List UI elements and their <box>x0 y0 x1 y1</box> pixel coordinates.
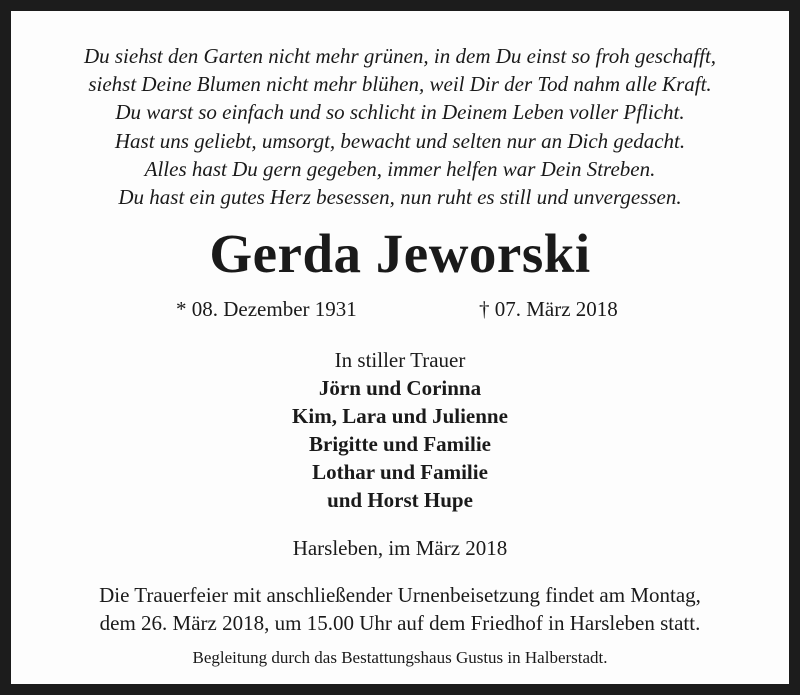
poem-line: siehst Deine Blumen nicht mehr blühen, weil Dir der Tod nahm alle Kraft. <box>88 72 712 97</box>
mourning-intro: In stiller Trauer <box>334 348 466 372</box>
mourner-entry: Jörn und Corinna <box>318 376 482 400</box>
mourner-entry: Lothar und Familie <box>312 460 488 484</box>
poem-line: Hast uns geliebt, umsorgt, bewacht und selten nur an Dich gedacht. <box>114 128 686 153</box>
service-line: Die Trauerfeier mit anschließender Urnenbeisetzung findet am Montag, <box>99 583 701 607</box>
mourners-block <box>11 346 789 514</box>
funeral-home-note: Begleitung durch das Bestattungshaus Gustus in Halberstadt. <box>192 648 608 667</box>
mourner-entry: Brigitte und Familie <box>309 432 491 456</box>
memorial-poem <box>11 42 789 211</box>
poem-line: Du siehst den Garten nicht mehr grünen, in dem Du einst so froh geschafft, <box>83 44 717 68</box>
poem-line: Du hast ein gutes Herz besessen, nun ruht es still und unvergessen. <box>118 185 682 210</box>
deceased-name: Gerda Jeworski <box>209 223 591 284</box>
mourners-list <box>11 374 789 514</box>
service-info <box>11 581 789 637</box>
mourner-entry: und Horst Hupe <box>327 488 473 512</box>
service-line: dem 26. März 2018, um 15.00 Uhr auf dem Friedhof in Harsleben statt. <box>99 611 701 635</box>
place-date: Harsleben, im März 2018 <box>292 536 508 560</box>
mourner-entry: Kim, Lara und Julienne <box>292 404 508 428</box>
death-date: † 07. März 2018 <box>479 297 618 321</box>
birth-date: * 08. Dezember 1931 <box>176 297 357 321</box>
poem-line: Du warst so einfach und so schlicht in Deinem Leben voller Pflicht. <box>115 100 685 125</box>
poem-line: Alles hast Du gern gegeben, immer helfen war Dein Streben. <box>144 156 656 181</box>
